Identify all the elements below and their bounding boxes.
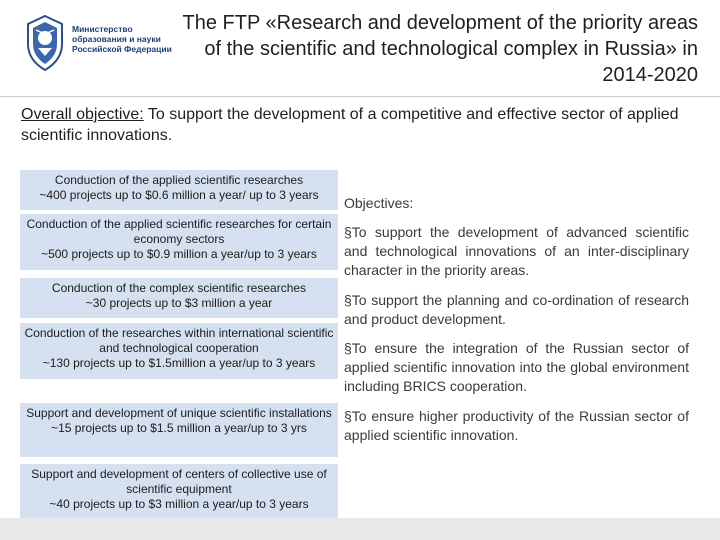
objective-item-4: §To ensure higher productivity of the Russian sector of applied scientific innovation.	[344, 408, 689, 443]
program-title: Support and development of unique scientific installations	[26, 406, 332, 420]
program-details: ~15 projects up to $1.5 million a year/up to 3 yrs	[51, 421, 307, 435]
program-title: Conduction of the complex scientific researches	[51, 281, 307, 295]
ministry-line-3: Российской Федерации	[72, 44, 172, 54]
program-box-2	[20, 214, 338, 270]
ministry-emblem-icon	[22, 14, 68, 72]
program-box-5	[20, 403, 338, 457]
objective-item-2: §To support the planning and co-ordination of research and product development.	[344, 292, 689, 327]
program-details: ~500 projects up to $0.9 million a year/up to 3 years	[41, 247, 317, 261]
program-details: ~30 projects up to $3 million a year	[85, 296, 273, 310]
program-box-4	[20, 323, 338, 379]
overall-objective-lead: Overall objective:	[21, 106, 144, 123]
objective-item-3: §To ensure the integration of the Russian sector of applied scientific innovation into the global environment including BRICS cooperation.	[344, 340, 689, 394]
program-title: Conduction of the applied scientific researches	[54, 173, 304, 187]
ministry-logo	[22, 14, 182, 72]
program-title: Conduction of the researches within international scientific and technological cooperation	[24, 326, 334, 355]
ministry-line-2: образования и науки	[72, 34, 161, 44]
program-box-6	[20, 464, 338, 518]
overall-objective	[21, 104, 701, 146]
program-title: Support and development of centers of collective use of scientific equipment	[31, 467, 327, 496]
objective-item-1: §To support the development of advanced scientific and technological innovations of an inter-disciplinary character in the priority areas.	[344, 224, 689, 278]
program-details: ~130 projects up to $1.5million a year/up to 3 years	[42, 356, 316, 370]
program-box-1	[20, 170, 338, 210]
program-box-3	[20, 278, 338, 318]
ministry-line-1: Министерство	[72, 24, 133, 34]
program-details: ~40 projects up to $3 million a year/up to 3 years	[49, 497, 309, 511]
objectives-label: Objectives:	[344, 195, 414, 211]
page-title: The FTP «Research and development of the priority areas of the scientific and technological complex in Russia» in 2014-2020	[182, 12, 698, 86]
program-title: Conduction of the applied scientific researches for certain economy sectors	[26, 217, 332, 246]
ministry-name	[72, 24, 182, 54]
program-details: ~400 projects up to $0.6 million a year/ up to 3 years	[39, 188, 319, 202]
header-divider	[0, 96, 720, 97]
footer-bar	[0, 518, 720, 540]
overall-objective-text: To support the development of a competitive and effective sector of applied scientific innovations.	[21, 106, 679, 144]
